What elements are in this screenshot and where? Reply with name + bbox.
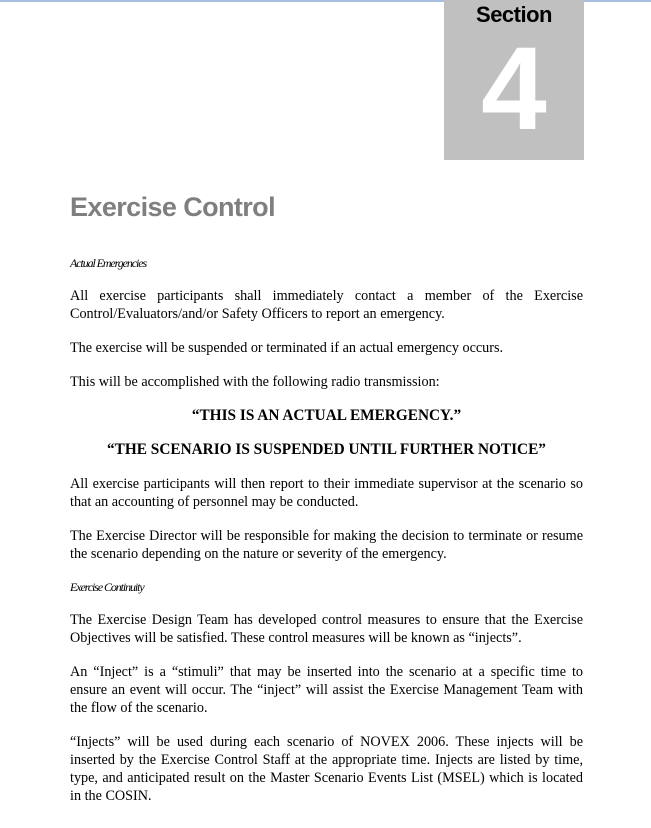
paragraph: This will be accomplished with the following radio transmission: (70, 374, 440, 390)
paragraph: An “Inject” is a “stimuli” that may be inserted into the scenario at a specific time to ensure an event will occur. The “inject” will assist the Exercise Management Team with the flow of the scenario. (70, 664, 583, 716)
radio-callout: “THIS IS AN ACTUAL EMERGENCY.” (191, 407, 462, 424)
paragraph: The exercise will be suspended or terminated if an actual emergency occurs. (70, 340, 504, 356)
page-title: Exercise Control (70, 192, 275, 222)
document-body (70, 255, 583, 821)
paragraph: All exercise participants will then report to their immediate supervisor at the scenario so that an accounting of personnel may be conducted. (70, 476, 583, 510)
subheading-exercise-continuity: Exercise Continuity (70, 580, 144, 594)
section-tab (444, 0, 584, 160)
paragraph: The Exercise Director will be responsible for making the decision to terminate or resume the scenario depending on the nature or severity of the emergency. (70, 528, 583, 562)
subheading-actual-emergencies: Actual Emergencies (70, 256, 147, 270)
paragraph: “Injects” will be used during each scenario of NOVEX 2006. These injects will be inserted by the Exercise Control Staff at the appropriate time. Injects are listed by time, type, and anticipated result on the Master Scenario Events List (MSEL) which is located in the COSIN. (70, 734, 583, 804)
paragraph: The Exercise Design Team has developed control measures to ensure that the Exercise Objectives will be satisfied. These control measures will be known as “injects”. (70, 612, 583, 646)
section-label: Section (476, 2, 552, 27)
paragraph: All exercise participants shall immediately contact a member of the Exercise Control/Evaluators/and/or Safety Officers to report an emergency. (70, 288, 583, 322)
section-number: 4 (481, 23, 547, 155)
radio-callout: “THE SCENARIO IS SUSPENDED UNTIL FURTHER NOTICE” (107, 441, 546, 458)
